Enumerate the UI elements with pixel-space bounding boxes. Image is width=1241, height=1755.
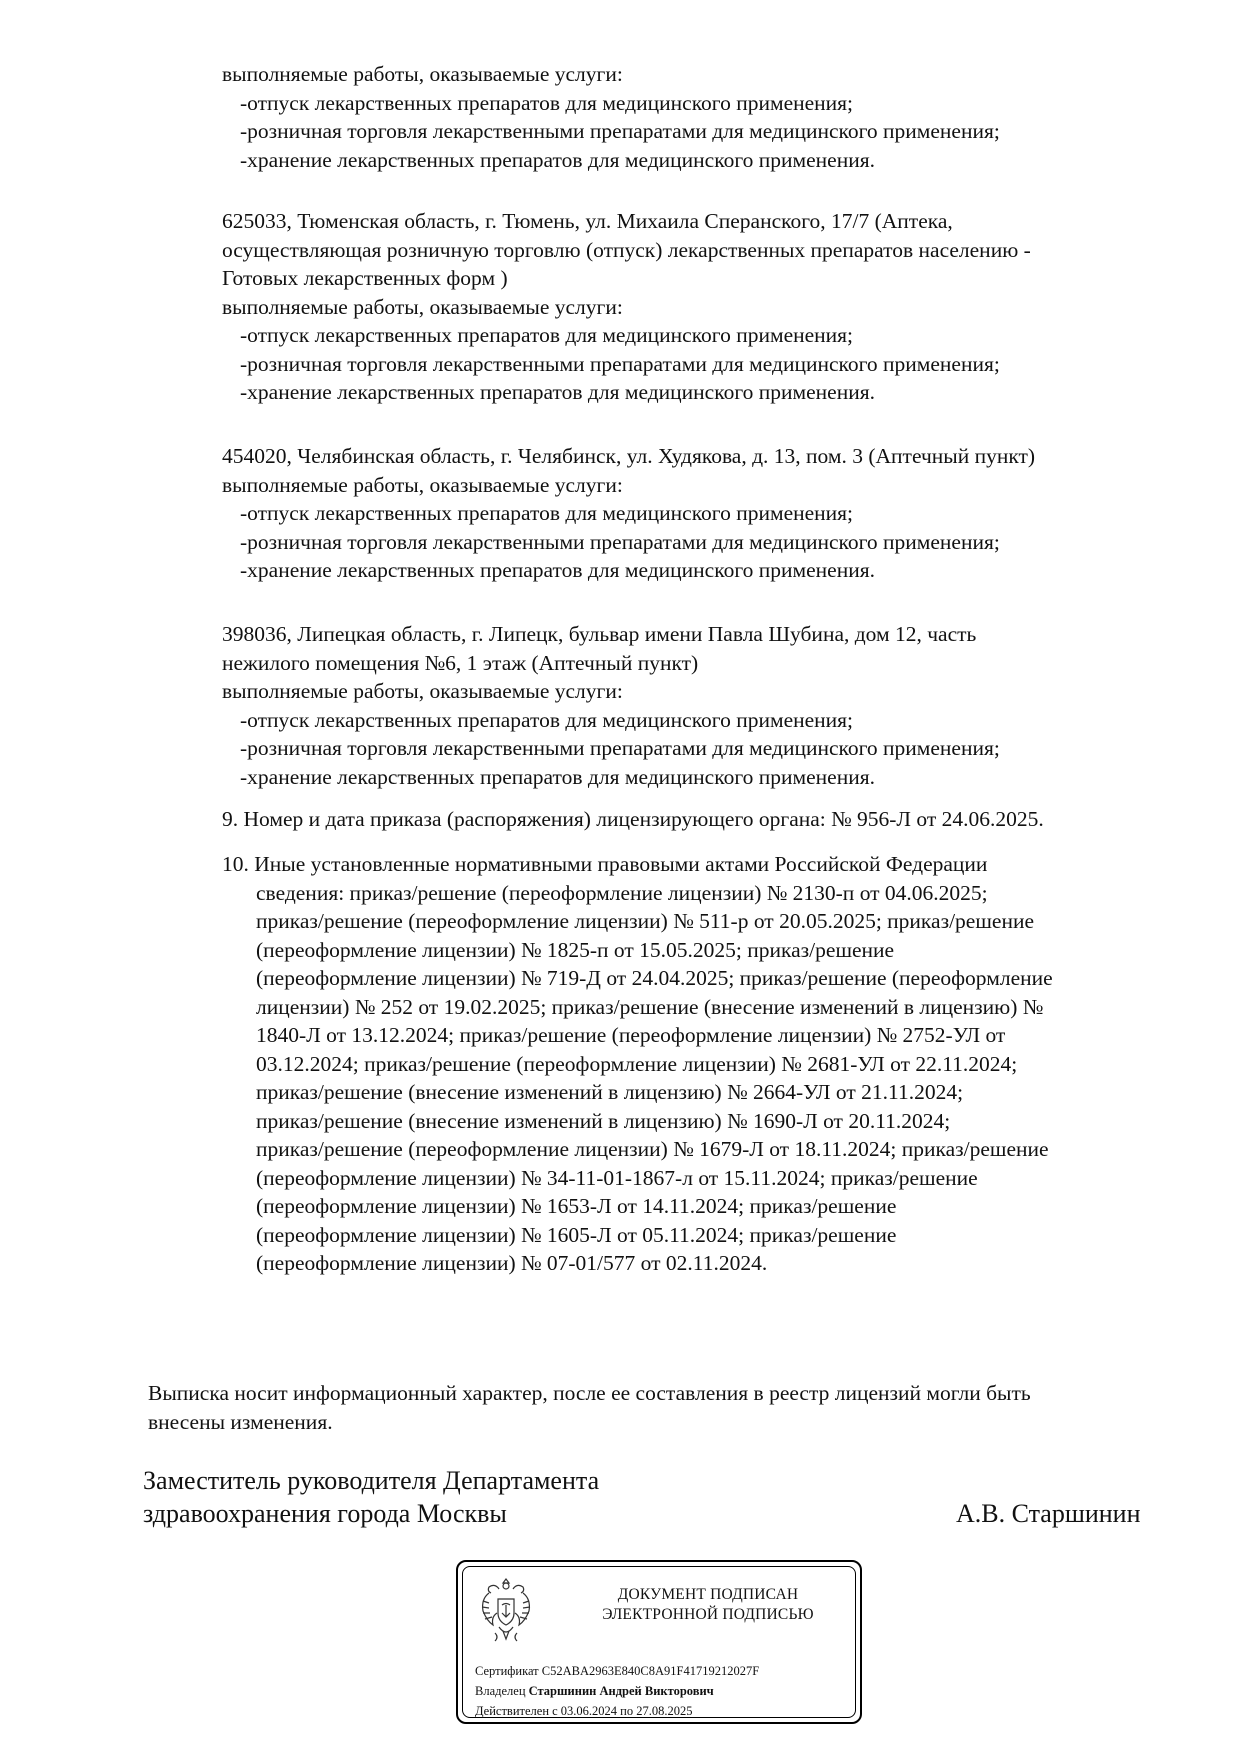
signatory-title xyxy=(143,1464,599,1530)
address-block-lipetsk xyxy=(222,620,1202,791)
other-info-line: приказ/решение (переоформление лицензии) № 1679-Л от 18.11.2024; приказ/решение xyxy=(256,1137,1049,1161)
address-line: Готовых лекарственных форм ) xyxy=(222,266,508,290)
signatory-title-line: Заместитель руководителя Департамента xyxy=(143,1466,600,1495)
service-item: -хранение лекарственных препаратов для медицинского применения. xyxy=(240,380,875,404)
coat-of-arms-icon xyxy=(475,1575,537,1643)
other-info-line: приказ/решение (внесение изменений в лицензию) № 2664-УЛ от 21.11.2024; xyxy=(256,1080,964,1104)
other-info-line: (переоформление лицензии) № 719-Д от 24.04.2025; приказ/решение (переоформление xyxy=(256,966,1053,990)
electronic-signature-stamp xyxy=(456,1560,862,1724)
service-item: -отпуск лекарственных препаратов для медицинского применения; xyxy=(240,501,854,525)
order-number-item xyxy=(222,805,1202,834)
services-title: выполняемые работы, оказываемые услуги: xyxy=(222,679,623,703)
other-info-line: 1840-Л от 13.12.2024; приказ/решение (переоформление лицензии) № 2752-УЛ от xyxy=(256,1023,1006,1047)
stamp-validity-row: Действителен с 03.06.2024 по 27.08.2025 xyxy=(475,1704,693,1718)
services-title: выполняемые работы, оказываемые услуги: xyxy=(222,294,623,319)
service-item: -отпуск лекарственных препаратов для медицинского применения; xyxy=(240,707,854,732)
other-info-line: 03.12.2024; приказ/решение (переоформление лицензии) № 2681-УЛ от 22.11.2024; xyxy=(256,1051,1018,1076)
other-info-line: лицензии) № 252 от 19.02.2025; приказ/решение (внесение изменений в лицензию) № xyxy=(256,994,1044,1019)
service-item: -хранение лекарственных препаратов для медицинского применения. xyxy=(240,558,875,582)
services-title: выполняемые работы, оказываемые услуги: xyxy=(222,62,623,86)
other-info-item xyxy=(222,850,1202,1278)
other-info-line: (переоформление лицензии) № 34-11-01-1867-л от 15.11.2024; приказ/решение xyxy=(256,1165,978,1190)
other-info-line: сведения: приказ/решение (переоформление лицензии) № 2130-п от 04.06.2025; xyxy=(256,880,988,905)
service-item: -розничная торговля лекарственными препаратами для медицинского применения; xyxy=(240,119,1000,143)
other-info-line: (переоформление лицензии) № 1605-Л от 05.11.2024; приказ/решение xyxy=(256,1222,897,1247)
service-item: -отпуск лекарственных препаратов для медицинского применения; xyxy=(240,90,854,115)
stamp-certificate-value: C52ABA2963E840C8A91F41719212027F xyxy=(541,1664,760,1678)
order-number-text: 9. Номер и дата приказа (распоряжения) лицензирующего органа: № 956-Л от 24.06.2025. xyxy=(222,807,1044,831)
other-info-line: (переоформление лицензии) № 07-01/577 от 02.11.2024. xyxy=(256,1251,768,1275)
service-item: -розничная торговля лекарственными препаратами для медицинского применения; xyxy=(240,736,1000,760)
stamp-owner-value: Старшинин Андрей Викторович xyxy=(528,1684,714,1698)
address-line: 398036, Липецкая область, г. Липецк, бульвар имени Павла Шубина, дом 12, часть xyxy=(222,622,977,646)
stamp-heading-line: ДОКУМЕНТ ПОДПИСАН xyxy=(617,1586,799,1603)
stamp-heading-line: ЭЛЕКТРОННОЙ ПОДПИСЬЮ xyxy=(602,1606,814,1623)
other-info-line: (переоформление лицензии) № 1825-п от 15.05.2025; приказ/решение xyxy=(256,937,895,962)
other-info-line: (переоформление лицензии) № 1653-Л от 14.11.2024; приказ/решение xyxy=(256,1194,897,1218)
service-item: -розничная торговля лекарственными препаратами для медицинского применения; xyxy=(240,529,1000,554)
other-info-line: приказ/решение (переоформление лицензии) № 511-р от 20.05.2025; приказ/решение xyxy=(256,909,1034,933)
other-info-first-line: 10. Иные установленные нормативными правовыми актами Российской Федерации xyxy=(222,852,988,876)
service-item: -хранение лекарственных препаратов для медицинского применения. xyxy=(240,764,875,789)
stamp-heading xyxy=(573,1585,843,1625)
services-title: выполняемые работы, оказываемые услуги: xyxy=(222,472,623,497)
stamp-inner-border xyxy=(462,1566,856,1718)
stamp-details xyxy=(475,1661,759,1721)
signatory-title-line: здравоохранения города Москвы xyxy=(143,1499,507,1528)
signatory-name: А.В. Старшинин xyxy=(956,1499,1141,1528)
address-line: 454020, Челябинская область, г. Челябинск, ул. Худякова, д. 13, пом. 3 (Аптечный пункт) xyxy=(222,444,1036,468)
stamp-certificate-label: Сертификат xyxy=(475,1664,539,1678)
address-line: осуществляющая розничную торговлю (отпуск) лекарственных препаратов населению - xyxy=(222,237,1031,262)
address-line: 625033, Тюменская область, г. Тюмень, ул. Михаила Сперанского, 17/7 (Аптека, xyxy=(222,209,953,233)
address-block-tyumen xyxy=(222,207,1202,407)
other-info-line: приказ/решение (внесение изменений в лицензию) № 1690-Л от 20.11.2024; xyxy=(256,1108,951,1133)
note-line: Выписка носит информационный характер, после ее составления в реестр лицензий могли быть xyxy=(148,1381,1031,1405)
informational-note xyxy=(148,1379,1198,1436)
stamp-certificate-row xyxy=(475,1661,759,1681)
stamp-owner-row xyxy=(475,1681,759,1701)
services-block-continued xyxy=(222,60,1202,174)
address-line: нежилого помещения №6, 1 этаж (Аптечный пункт) xyxy=(222,650,699,675)
service-item: -розничная торговля лекарственными препаратами для медицинского применения; xyxy=(240,351,1000,376)
service-item: -хранение лекарственных препаратов для медицинского применения. xyxy=(240,147,875,172)
address-block-chelyabinsk xyxy=(222,442,1202,585)
service-item: -отпуск лекарственных препаратов для медицинского применения; xyxy=(240,323,854,347)
stamp-owner-label: Владелец xyxy=(475,1684,526,1698)
note-line: внесены изменения. xyxy=(148,1409,333,1434)
